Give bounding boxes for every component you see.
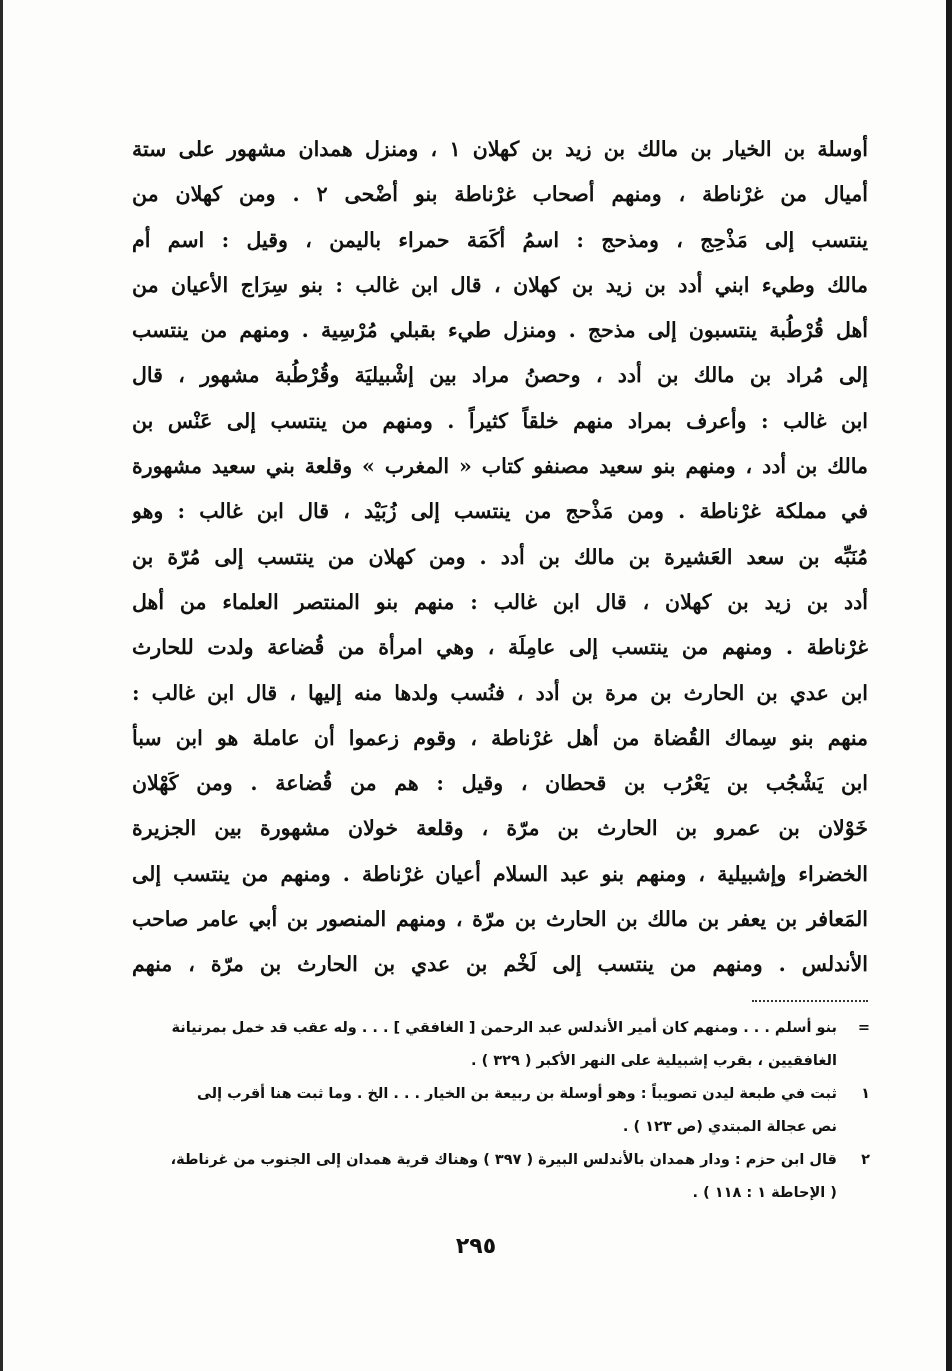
text-line: إلى مُراد بن مالك بن أدد ، وحصنُ مراد بين إشْبيليَة وقُرْطُبة مشهور ، قال — [132, 363, 868, 388]
footnote-line — [132, 1078, 870, 1111]
footnote-line — [132, 1144, 870, 1177]
footnote-line — [132, 1012, 870, 1045]
footnote-marker: = — [857, 1020, 870, 1036]
text-line: ابن عدي بن الحارث بن مرة بن أدد ، فنُسب ولدها منه إليها ، قال ابن غالب : — [132, 680, 868, 705]
footnote-text: نص عجالة المبتدي (ص ١٢٣ ) . — [622, 1119, 837, 1135]
text-line: أميال من غرْناطة ، ومنهم أصحاب غرْناطة بنو أضْحى ٢ . ومن كهلان من — [132, 182, 868, 207]
page-number: ٢٩٥ — [455, 1234, 497, 1259]
scan-edge-right — [946, 0, 952, 1371]
text-line: في مملكة غرْناطة . ومن مَذْحج من ينتسب إلى زُبَيْد ، قال ابن غالب : وهو — [132, 499, 868, 524]
text-line: مالك بن أدد ، ومنهم بنو سعيد مصنفو كتاب « المغرب » وقلعة بني سعيد مشهورة — [132, 454, 868, 479]
footnote-marker: ٢ — [861, 1152, 870, 1168]
footnote-text: الغافقيين ، بقرب إشبيلية على النهر الأكبر ( ٣٢٩ ) . — [471, 1053, 837, 1069]
text-line: أهل قُرْطُبة ينتسبون إلى مذحج . ومنزل طيء بقبلي مُرْسِية . ومنهم من ينتسب — [132, 318, 868, 343]
text-line: خَوْلان بن عمرو بن الحارث بن مرّة ، وقلعة خولان مشهورة بين الجزيرة — [132, 816, 868, 841]
scan-edge-left — [0, 0, 3, 1371]
main-text-body — [132, 127, 868, 988]
footnote-marker: ١ — [861, 1086, 870, 1102]
text-line: منهم بنو سِماك القُضاة من أهل غرْناطة ، وقوم زعموا أن عاملة هو ابن سبأ — [132, 725, 868, 750]
footnote-line — [132, 1111, 870, 1144]
text-line: مالك وطيء ابني أدد بن زيد بن كهلان ، قال ابن غالب : بنو سِرَاج الأعيان من — [132, 272, 868, 297]
text-line: ابن يَشْجُب بن يَعْرُب بن قحطان ، وقيل : هم من قُضاعة . ومن كَهْلان — [132, 771, 868, 796]
footnotes — [132, 1012, 870, 1210]
text-line: غرْناطة . ومنهم من ينتسب إلى عامِلَة ، وهي امرأة من قُضاعة ولدت للحارث — [132, 635, 868, 660]
footnote-line — [132, 1045, 870, 1078]
text-line: أوسلة بن الخيار بن مالك بن زيد بن كهلان ١ ، ومنزل همدان مشهور على ستة — [132, 137, 868, 161]
footnote-text: قال ابن حزم : ودار همدان بالأندلس البيرة ( ٣٩٧ ) وهناك قرية همدان إلى الجنوب من غرناطة، — [170, 1152, 837, 1168]
text-line: الخضراء وإشبيلية ، ومنهم بنو عبد السلام أعيان غرْناطة . ومنهم من ينتسب إلى — [132, 861, 868, 886]
text-line: مُنَبِّه بن سعد العَشيرة بن مالك بن أدد . ومن كهلان من ينتسب إلى مُرّة بن — [132, 544, 868, 569]
text-line: الأندلس . ومنهم من ينتسب إلى لَخْم بن عدي بن الحارث بن مرّة ، منهم — [132, 952, 868, 977]
footnote-line — [132, 1177, 870, 1210]
footnote-text: بنو أسلم . . . ومنهم كان أمير الأندلس عبد الرحمن [ الغافقي ] . . . وله عقب قد خمل بمرنيانة — [171, 1020, 837, 1036]
text-line: ابن غالب : وأعرف بمراد منهم خلقاً كثيراً . ومنهم من ينتسب إلى عَنْس بن — [132, 408, 868, 433]
text-line: المَعافر بن يعفر بن مالك بن الحارث بن مرّة ، ومنهم المنصور بن أبي عامر صاحب — [132, 907, 868, 932]
footnote-text: ثبت في طبعة ليدن تصويباً : وهو أوسلة بن ربيعة بن الخيار . . . الخ . وما ثبت هنا أقرب إلى — [196, 1086, 837, 1102]
text-line: أدد بن زيد بن كهلان ، قال ابن غالب : منهم بنو المنتصر العلماء من أهل — [132, 589, 868, 614]
footnote-text: ( الإحاطة ١ : ١١٨ ) . — [692, 1185, 837, 1201]
text-line: ينتسب إلى مَذْحِج ، ومذحج : اسمُ أكَمَة حمراء باليمن ، وقيل : اسم أم — [132, 227, 868, 252]
footnote-separator — [752, 1000, 868, 1002]
